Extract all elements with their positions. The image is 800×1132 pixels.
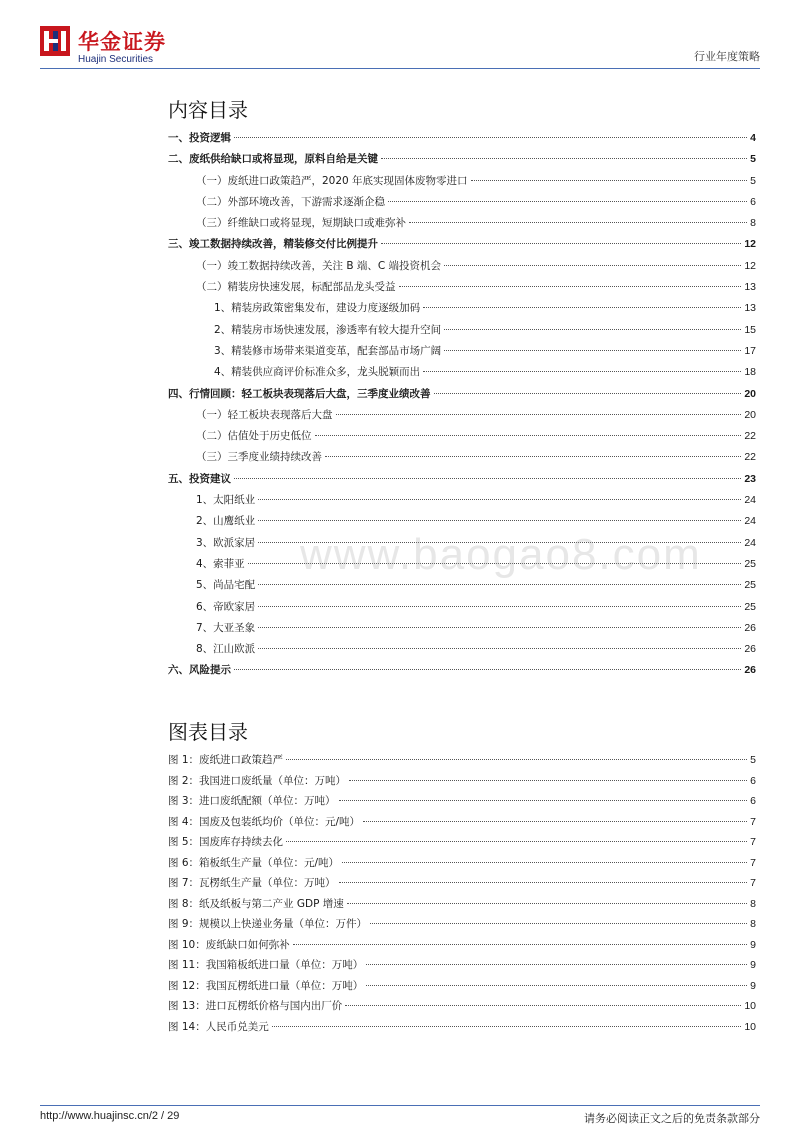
figure-entry[interactable] [168, 957, 756, 978]
figure-entry-label: 图 6：箱板纸生产量（单位：元/吨） [168, 856, 340, 869]
toc-entry[interactable] [168, 492, 756, 513]
figure-entry-label: 图 1：废纸进口政策趋严 [168, 754, 284, 766]
figure-leader-dots [366, 964, 747, 965]
toc-leader-dots [423, 307, 741, 308]
figure-entry-label: 图 8：纸及纸板与第二产业 GDP 增速 [168, 897, 344, 910]
figure-entry[interactable] [168, 978, 756, 999]
toc-leader-dots [258, 606, 741, 607]
figure-leader-dots [339, 882, 748, 883]
figure-entry[interactable] [168, 998, 756, 1019]
figure-entry[interactable] [168, 752, 756, 773]
toc-entry-label: 8、江山欧派 [196, 643, 256, 656]
toc-entry-label: 四、行情回顾：轻工板块表现落后大盘，三季度业绩改善 [168, 387, 431, 400]
figure-entry-page: 8 [750, 897, 756, 910]
toc-entry-page: 12 [744, 238, 756, 251]
figure-entry-page: 10 [744, 1000, 756, 1012]
figure-leader-dots [293, 944, 747, 945]
figure-entry[interactable] [168, 814, 756, 835]
toc-title: 内容目录 [168, 98, 248, 122]
toc-leader-dots [234, 478, 741, 479]
toc-leader-dots [258, 648, 741, 649]
logo-chinese-name: 华金证券 [78, 30, 166, 54]
figure-entry-label: 图 5：国废库存持续去化 [168, 836, 284, 848]
figure-leader-dots [347, 903, 747, 904]
figure-entry-page: 9 [750, 938, 756, 951]
toc-entry-page: 22 [744, 430, 756, 443]
toc-entry-label: 3、精装修市场带来渠道变革，配套部品市场广阔 [214, 344, 442, 357]
toc-entry-label: 2、精装房市场快速发展，渗透率有较大提升空间 [214, 323, 442, 336]
toc-leader-dots [381, 158, 747, 159]
toc-entry-label: （一）废纸进口政策趋严，2020 年底实现固体废物零进口 [196, 174, 468, 187]
toc-entry-page: 15 [744, 323, 756, 336]
toc-leader-dots [388, 201, 747, 202]
figure-entry[interactable] [168, 793, 756, 814]
figure-entry[interactable] [168, 875, 756, 896]
table-of-contents [168, 130, 756, 684]
figure-entry-label: 图 12：我国瓦楞纸进口量（单位：万吨） [168, 979, 364, 992]
toc-entry-label: （一）竣工数据持续改善，关注 B 端、C 端投资机会 [196, 259, 442, 272]
toc-leader-dots [423, 371, 741, 372]
logo-english-name: Huajin Securities [78, 54, 154, 65]
toc-entry[interactable] [168, 279, 756, 300]
figure-entry[interactable] [168, 937, 756, 958]
figure-entry-label: 图 7：瓦楞纸生产量（单位：万吨） [168, 877, 336, 889]
figure-leader-dots [286, 841, 747, 842]
figure-entry-label: 图 3：进口废纸配额（单位：万吨） [168, 795, 336, 807]
figure-entry-label: 图 14：人民币兑美元 [168, 1020, 269, 1033]
toc-leader-dots [258, 499, 741, 500]
figure-entry[interactable] [168, 916, 756, 937]
toc-entry-label: 1、精装房政策密集发布，建设力度逐级加码 [214, 302, 421, 315]
toc-entry-page: 17 [744, 344, 756, 357]
toc-entry-page: 22 [744, 451, 756, 464]
toc-entry[interactable] [168, 471, 756, 492]
toc-entry-label: 4、索菲亚 [196, 557, 245, 570]
toc-entry-page: 24 [744, 536, 756, 549]
toc-leader-dots [471, 180, 748, 181]
toc-entry-label: （三）三季度业绩持续改善 [196, 451, 322, 464]
toc-entry-page: 25 [744, 600, 756, 613]
toc-entry-page: 23 [744, 472, 756, 485]
figure-entry-page: 9 [750, 959, 756, 971]
toc-leader-dots [399, 286, 742, 287]
toc-entry[interactable] [168, 130, 756, 151]
toc-leader-dots [444, 350, 741, 351]
figure-list [168, 752, 756, 1039]
toc-entry-page: 5 [750, 174, 756, 187]
toc-entry[interactable] [168, 449, 756, 470]
figure-entry[interactable] [168, 834, 756, 855]
figure-leader-dots [272, 1026, 742, 1027]
toc-entry[interactable] [168, 194, 756, 215]
toc-entry-page: 24 [744, 515, 756, 528]
footer-divider [40, 1105, 760, 1106]
toc-entry[interactable] [168, 322, 756, 343]
figure-entry-label: 图 4：国废及包装纸均价（单位：元/吨） [168, 815, 361, 828]
figure-entry-page: 6 [750, 795, 756, 807]
toc-entry[interactable] [168, 236, 756, 257]
toc-entry-page: 24 [744, 494, 756, 507]
toc-entry-label: （二）外部环境改善，下游需求逐渐企稳 [196, 195, 385, 208]
toc-entry-page: 8 [750, 217, 756, 230]
toc-leader-dots [336, 414, 742, 415]
figure-entry-page: 7 [750, 856, 756, 869]
figure-entry-label: 图 13：进口瓦楞纸价格与国内出厂价 [168, 1000, 343, 1012]
figure-leader-dots [366, 985, 747, 986]
figure-entry-page: 8 [750, 918, 756, 930]
toc-entry-page: 12 [744, 259, 756, 272]
watermark: www.baogao8.com [300, 530, 702, 579]
toc-leader-dots [234, 669, 741, 670]
toc-leader-dots [434, 393, 742, 394]
toc-entry-label: 7、大亚圣象 [196, 621, 256, 634]
toc-entry-page: 13 [744, 302, 756, 315]
toc-entry[interactable] [168, 641, 756, 662]
toc-entry-label: 6、帝欧家居 [196, 600, 256, 613]
toc-leader-dots [258, 627, 741, 628]
toc-entry-page: 6 [750, 195, 756, 208]
toc-entry[interactable] [168, 258, 756, 279]
toc-entry-label: （二）精装房快速发展，标配部品龙头受益 [196, 281, 396, 294]
figure-entry[interactable] [168, 896, 756, 917]
toc-leader-dots [234, 137, 747, 138]
toc-entry-page: 18 [744, 366, 756, 379]
figure-leader-dots [286, 759, 747, 760]
footer-url[interactable]: http://www.huajinsc.cn/2 / 29 [40, 1110, 180, 1122]
huajin-logo-icon [40, 26, 70, 56]
toc-leader-dots [325, 456, 741, 457]
toc-entry-label: 2、山鹰纸业 [196, 515, 256, 528]
toc-entry-label: （三）纤维缺口或将显现，短期缺口或难弥补 [196, 217, 406, 230]
toc-entry-page: 25 [744, 557, 756, 570]
toc-leader-dots [258, 584, 741, 585]
figure-entry[interactable] [168, 1019, 756, 1040]
figure-entry-label: 图 9：规模以上快递业务量（单位：万件） [168, 918, 368, 930]
toc-entry-page: 26 [744, 621, 756, 634]
figure-entry-label: 图 10：废纸缺口如何弥补 [168, 938, 290, 951]
toc-entry-page: 25 [744, 579, 756, 592]
figure-entry-page: 5 [750, 754, 756, 766]
figures-title: 图表目录 [168, 720, 248, 744]
toc-entry-page: 5 [750, 153, 756, 166]
footer-disclaimer: 请务必阅读正文之后的免责条款部分 [584, 1112, 760, 1125]
toc-entry[interactable] [168, 151, 756, 172]
toc-leader-dots [315, 435, 742, 436]
toc-entry-label: 4、精装供应商评价标准众多，龙头脱颖而出 [214, 366, 421, 379]
toc-entry-label: 3、欧派家居 [196, 536, 256, 549]
figure-entry-page: 7 [750, 836, 756, 848]
figure-entry-page: 10 [744, 1020, 756, 1033]
figure-entry[interactable] [168, 855, 756, 876]
toc-entry-page: 20 [744, 408, 756, 421]
toc-leader-dots [258, 520, 741, 521]
header-divider [40, 68, 760, 69]
toc-entry-label: 二、废纸供给缺口或将显现，原料自给是关键 [168, 153, 378, 166]
toc-entry[interactable] [168, 428, 756, 449]
toc-entry-label: 1、太阳纸业 [196, 494, 256, 507]
toc-leader-dots [409, 222, 747, 223]
figure-entry-page: 7 [750, 877, 756, 889]
toc-entry[interactable] [168, 577, 756, 598]
figure-entry-page: 7 [750, 815, 756, 828]
toc-entry-label: 一、投资逻辑 [168, 132, 231, 144]
toc-entry[interactable] [168, 215, 756, 236]
figure-entry-page: 9 [750, 979, 756, 992]
toc-leader-dots [381, 243, 741, 244]
figure-leader-dots [345, 1005, 741, 1006]
toc-entry-page: 13 [744, 281, 756, 294]
toc-entry-page: 4 [750, 132, 756, 144]
toc-entry-page: 26 [744, 643, 756, 656]
toc-entry-label: 五、投资建议 [168, 472, 231, 485]
figure-entry-label: 图 11：我国箱板纸进口量（单位：万吨） [168, 959, 364, 971]
toc-entry[interactable] [168, 300, 756, 321]
toc-entry[interactable] [168, 343, 756, 364]
toc-entry-label: 5、尚品宅配 [196, 579, 256, 592]
toc-entry-page: 26 [744, 664, 756, 677]
toc-entry-label: 三、竣工数据持续改善，精装修交付比例提升 [168, 238, 378, 251]
figure-leader-dots [339, 800, 748, 801]
toc-entry-label: （一）轻工板块表现落后大盘 [196, 408, 333, 421]
figure-leader-dots [349, 780, 747, 781]
report-category: 行业年度策略 [694, 50, 760, 63]
toc-entry[interactable] [168, 364, 756, 385]
toc-entry-page: 20 [744, 387, 756, 400]
toc-entry[interactable] [168, 173, 756, 194]
toc-entry-label: 六、风险提示 [168, 664, 231, 677]
toc-entry[interactable] [168, 386, 756, 407]
figure-leader-dots [342, 862, 747, 863]
toc-entry[interactable] [168, 662, 756, 683]
figure-entry-page: 6 [750, 774, 756, 787]
figure-entry-label: 图 2：我国进口废纸量（单位：万吨） [168, 774, 347, 787]
toc-entry-label: （二）估值处于历史低位 [196, 430, 312, 443]
figure-entry[interactable] [168, 773, 756, 794]
page-header [40, 26, 760, 66]
toc-entry[interactable] [168, 407, 756, 428]
toc-leader-dots [444, 265, 741, 266]
toc-leader-dots [444, 329, 741, 330]
toc-entry[interactable] [168, 620, 756, 641]
figure-leader-dots [363, 821, 747, 822]
toc-entry[interactable] [168, 599, 756, 620]
figure-leader-dots [370, 923, 747, 924]
